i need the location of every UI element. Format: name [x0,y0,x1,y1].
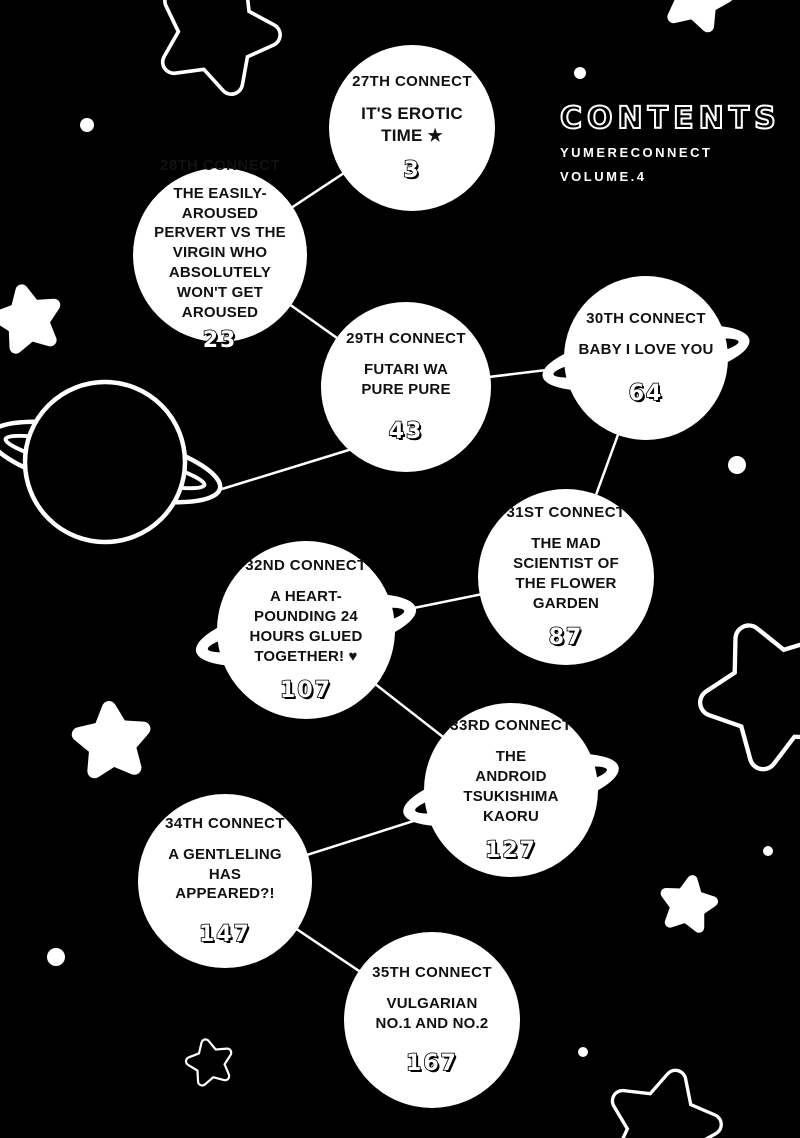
chapter-page-number: 147 [199,922,251,948]
contents-header [560,101,790,184]
star-outline-icon [609,1069,720,1138]
chapter-title: THE ANDROID TSUKISHIMA KAORU [463,748,559,825]
chapter-planet-34 [138,794,312,968]
chapter-connect-label: 27TH CONNECT [352,72,472,90]
star-filled-icon [77,705,147,772]
chapter-title: BABY I LOVE YOU [578,340,714,358]
chapter-title: A HEART-POUNDING 24 HOURS GLUED TOGETHER! ♥ [249,588,363,665]
chapter-planet-29 [321,302,491,472]
chapter-planet-27 [329,45,495,211]
chapter-page-number: 107 [280,677,332,703]
volume-label: VOLUME.4 [560,169,647,184]
star-filled-icon [663,0,732,29]
chapter-connect-label: 35TH CONNECT [372,963,492,981]
series-name: YUMERECONNECT [560,145,713,160]
chapter-title: A GENTLELING HAS APPEARED?! [168,845,282,903]
star-outline-icon [695,614,800,765]
chapter-connect-label: 31ST CONNECT [506,504,626,522]
star-filled-icon [0,285,61,350]
chapter-title: THE EASILY-AROUSED PERVERT VS THE VIRGIN WHO ABSOLUTELY WON'T GET AROUSED [154,184,286,321]
chapter-page-number: 87 [548,624,584,650]
chapter-connect-label: 33RD CONNECT [450,717,572,735]
chapter-page-number: 167 [406,1051,458,1077]
contents-title: CONTENTS [560,101,781,136]
chapter-page-number: 23 [202,328,238,354]
chapter-planet-30 [564,276,728,440]
chapter-page-number: 127 [485,837,537,863]
chapter-connect-label: 32ND CONNECT [245,557,367,575]
chapter-connect-label: 28TH CONNECT [160,156,280,174]
star-filled-icon [661,876,716,929]
chapter-planet-33 [424,703,598,877]
chapter-planet-28 [133,156,307,354]
star-dot [574,67,586,79]
chapter-planet-32 [217,541,395,719]
star-dot [47,948,65,966]
chapter-page-number: 64 [628,381,664,407]
star-dot [763,846,773,856]
outlined-planet-icon [0,382,227,542]
star-outline-icon [156,0,281,89]
chapter-title: THE MAD SCIENTIST OF THE FLOWER GARDEN [513,535,619,612]
chapter-title: IT'S EROTIC TIME ★ [361,103,463,145]
chapter-page-number: 43 [388,419,424,445]
chapter-connect-label: 29TH CONNECT [346,329,466,347]
star-dot [578,1047,588,1057]
chapter-title: FUTARI WA PURE PURE [361,360,451,398]
chapter-planet-35 [344,932,520,1108]
star-dot [80,118,94,132]
star-dot [728,456,746,474]
star-outline-icon [187,1039,232,1083]
chapter-planet-31 [478,489,654,665]
chapter-connect-label: 30TH CONNECT [586,309,706,327]
chapter-title: VULGARIAN NO.1 AND NO.2 [375,994,489,1032]
chapter-connect-label: 34TH CONNECT [165,814,285,832]
chapter-page-number: 3 [403,158,421,184]
